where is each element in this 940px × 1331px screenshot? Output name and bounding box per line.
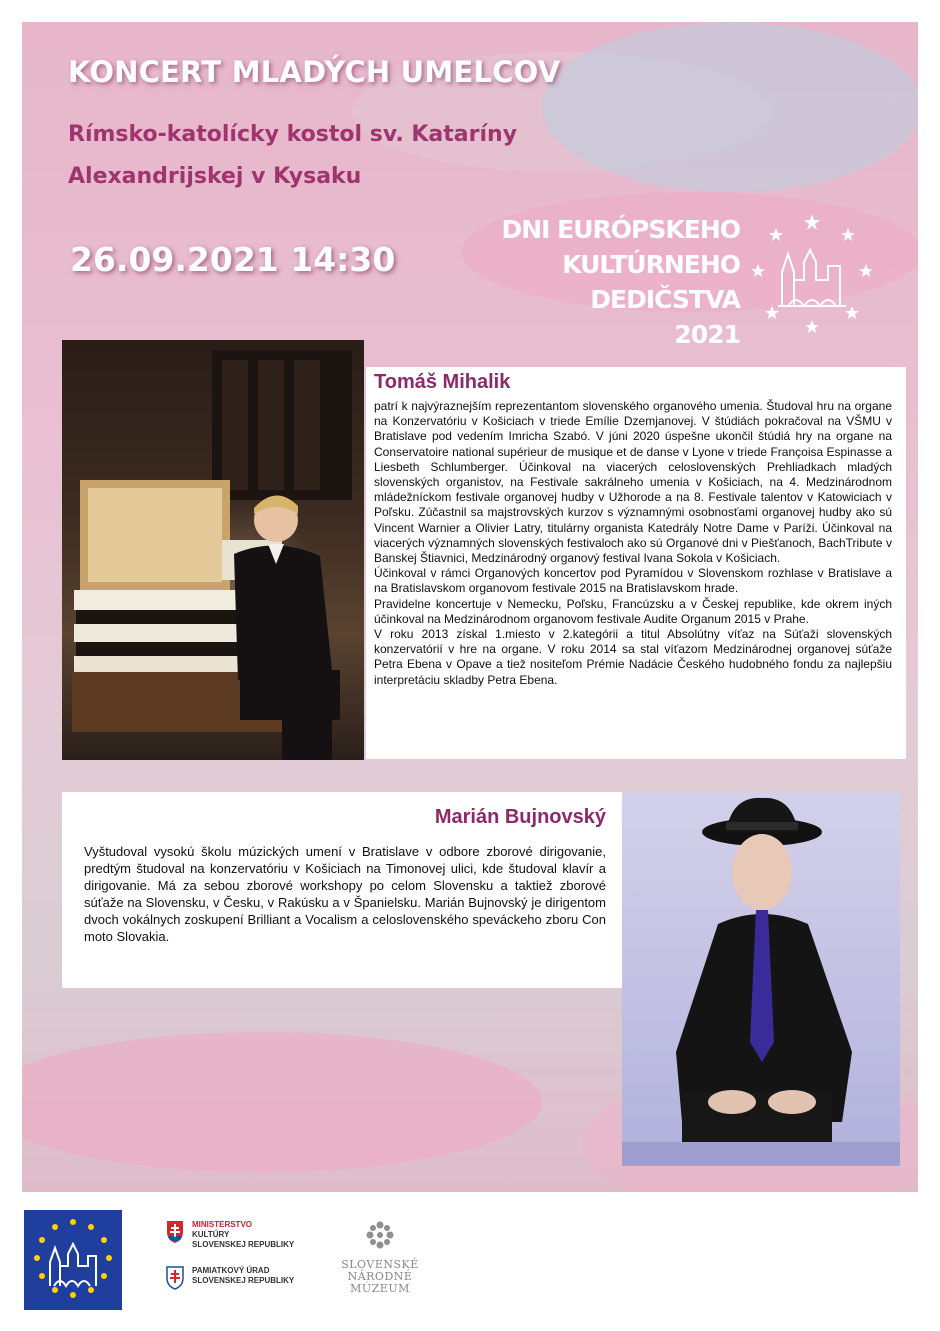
performer-2-card — [62, 792, 622, 988]
venue-line-2: Alexandrijskej v Kysaku — [68, 164, 362, 189]
performer-1-bio-paragraph: Pravidelne koncertuje v Nemecku, Poľsku, Francúzsku a v Českej republike, kde okrem iných účinkoval na Medzinárodnom organovom festivale Audite Organum 2015 v Prahe. — [374, 596, 892, 626]
heritage-line-1: DNI EURÓPSKEHO — [501, 215, 740, 244]
heritage-line-2: KULTÚRNEHO — [562, 250, 740, 279]
ministry-of-culture-logo — [166, 1220, 306, 1260]
performer-1-bio — [374, 399, 892, 688]
monuments-office-text — [192, 1266, 294, 1286]
ministry-line-3: SLOVENSKEJ REPUBLIKY — [192, 1240, 295, 1249]
event-datetime: 26.09.2021 14:30 — [70, 240, 396, 279]
heritage-line-3: DEDIČSTVA — [590, 285, 740, 314]
organ-console-illustration — [62, 340, 364, 760]
ministry-text — [192, 1220, 294, 1250]
eu-heritage-logo — [24, 1210, 122, 1310]
ministry-line-1: MINISTERSTVO — [192, 1220, 253, 1229]
performer-1-card — [366, 367, 906, 759]
performer-1-bio-paragraph: Účinkoval v rámci Organových koncertov pod Pyramídou v Slovenskom rozhlase v Bratislave a na Bratislavskom organovom festivale 2015 na Bratislavskom hrade. — [374, 566, 892, 596]
conductor-illustration — [622, 792, 900, 1166]
venue-line-1: Rímsko-katolícky kostol sv. Kataríny — [68, 122, 518, 147]
poster-title: KONCERT MLADÝCH UMELCOV — [68, 55, 561, 89]
museum-text — [340, 1259, 420, 1295]
heritage-days-logo-text — [500, 212, 740, 352]
slovak-national-museum-logo — [340, 1220, 420, 1295]
museum-line-3: MÚZEUM — [350, 1282, 410, 1295]
performer-2-bio: Vyštudoval vysokú školu múzických umení v Bratislave v odbore zborové dirigovanie, predtým študoval na konzervatóriu v Košiciach na Timonovej ulici, kde študoval klavír a dirigovanie. Má za sebou zborové workshopy po celom Slovensku a taktiež zborové súťaže na Slovensku, v Česku, v Rakúsku a v Španielsku. Marián Bujnovský je dirigentom dvoch vokálnych zoskupení Brilliant a Vocalism a celoslovenského speváckeho zboru Con moto Slovakia. — [84, 844, 606, 944]
monuments-office-logo — [166, 1266, 316, 1306]
office-line-1: PAMIATKOVÝ ÚRAD — [192, 1266, 270, 1275]
eu-stars-castle-icon — [24, 1210, 122, 1310]
museum-rosette-icon — [365, 1220, 395, 1250]
venue-text — [68, 114, 708, 198]
performer-1-bio-paragraph: patrí k najvýraznejším reprezentantom slovenského organového umenia. Študoval hru na organe na Konzervatóriu v Košiciach v triede Emílie Dzemjanovej. V štúdiách pokračoval na VŠMU v Bratislave pod vedením Imricha Szabó. V júni 2020 úspešne ukončil štúdiá hry na organe na Conservatoire national supérieur de musique et de danse v Lyone v triede Françoisa Espinasse a Liesbeth Schlumberger. Účinkoval na viacerých celoslovenských Prehliadkach mladých slovenských organistov, na Festivale sakrálneho umenia v Košiciach, na 4. Medzinárodnom mládežníckom festivale organovej hudby v Užhorode a na 8. Festivale talentov v Katowiciach v Poľsku. Zúčastnil sa majstrovských kurzov s významnými osobnosťami organovej hudby ako sú Vincent Warnier a Olivier Latry, titulárny organista Katedrály Notre Dame v Paríži. Účinkoval na viacerých významných slovenských festivaloch ako sú Organové dni v Piešťanoch, BachTribute v Banskej Štiavnici, Medzinárodný organový festival Ivana Sokola v Košiciach. — [374, 399, 892, 566]
performer-2-name: Marián Bujnovský — [434, 806, 606, 828]
performer-1-bio-paragraph: V roku 2013 získal 1.miesto v 2.kategórii a titul Absolútny víťaz na Súťaži slovenských konzervatórií v hre na organe. V roku 2014 sa stal víťazom Medzinárodnej organovej súťaže Petra Ebena v Opave a tiež nositeľom Prémie Nadácie Českého hudobného fondu za najlepšiu interpretáciu skladby Petra Ebena. — [374, 627, 892, 687]
footer — [0, 1196, 940, 1331]
office-line-2: SLOVENSKEJ REPUBLIKY — [192, 1276, 295, 1285]
slovak-crest-icon — [166, 1220, 184, 1244]
museum-line-1: SLOVENSKÉ — [341, 1258, 419, 1271]
museum-line-2: NÁRODNÉ — [347, 1270, 413, 1283]
background-cloud — [22, 1032, 542, 1172]
performer-1-name: Tomáš Mihalik — [374, 371, 511, 393]
monuments-office-crest-icon — [166, 1266, 184, 1290]
ministry-line-2: KULTÚRY — [192, 1230, 230, 1239]
organist-photo — [62, 340, 364, 760]
conductor-photo — [622, 792, 900, 1166]
heritage-castle-stars-icon — [748, 210, 876, 338]
heritage-line-4: 2021 — [674, 320, 740, 349]
